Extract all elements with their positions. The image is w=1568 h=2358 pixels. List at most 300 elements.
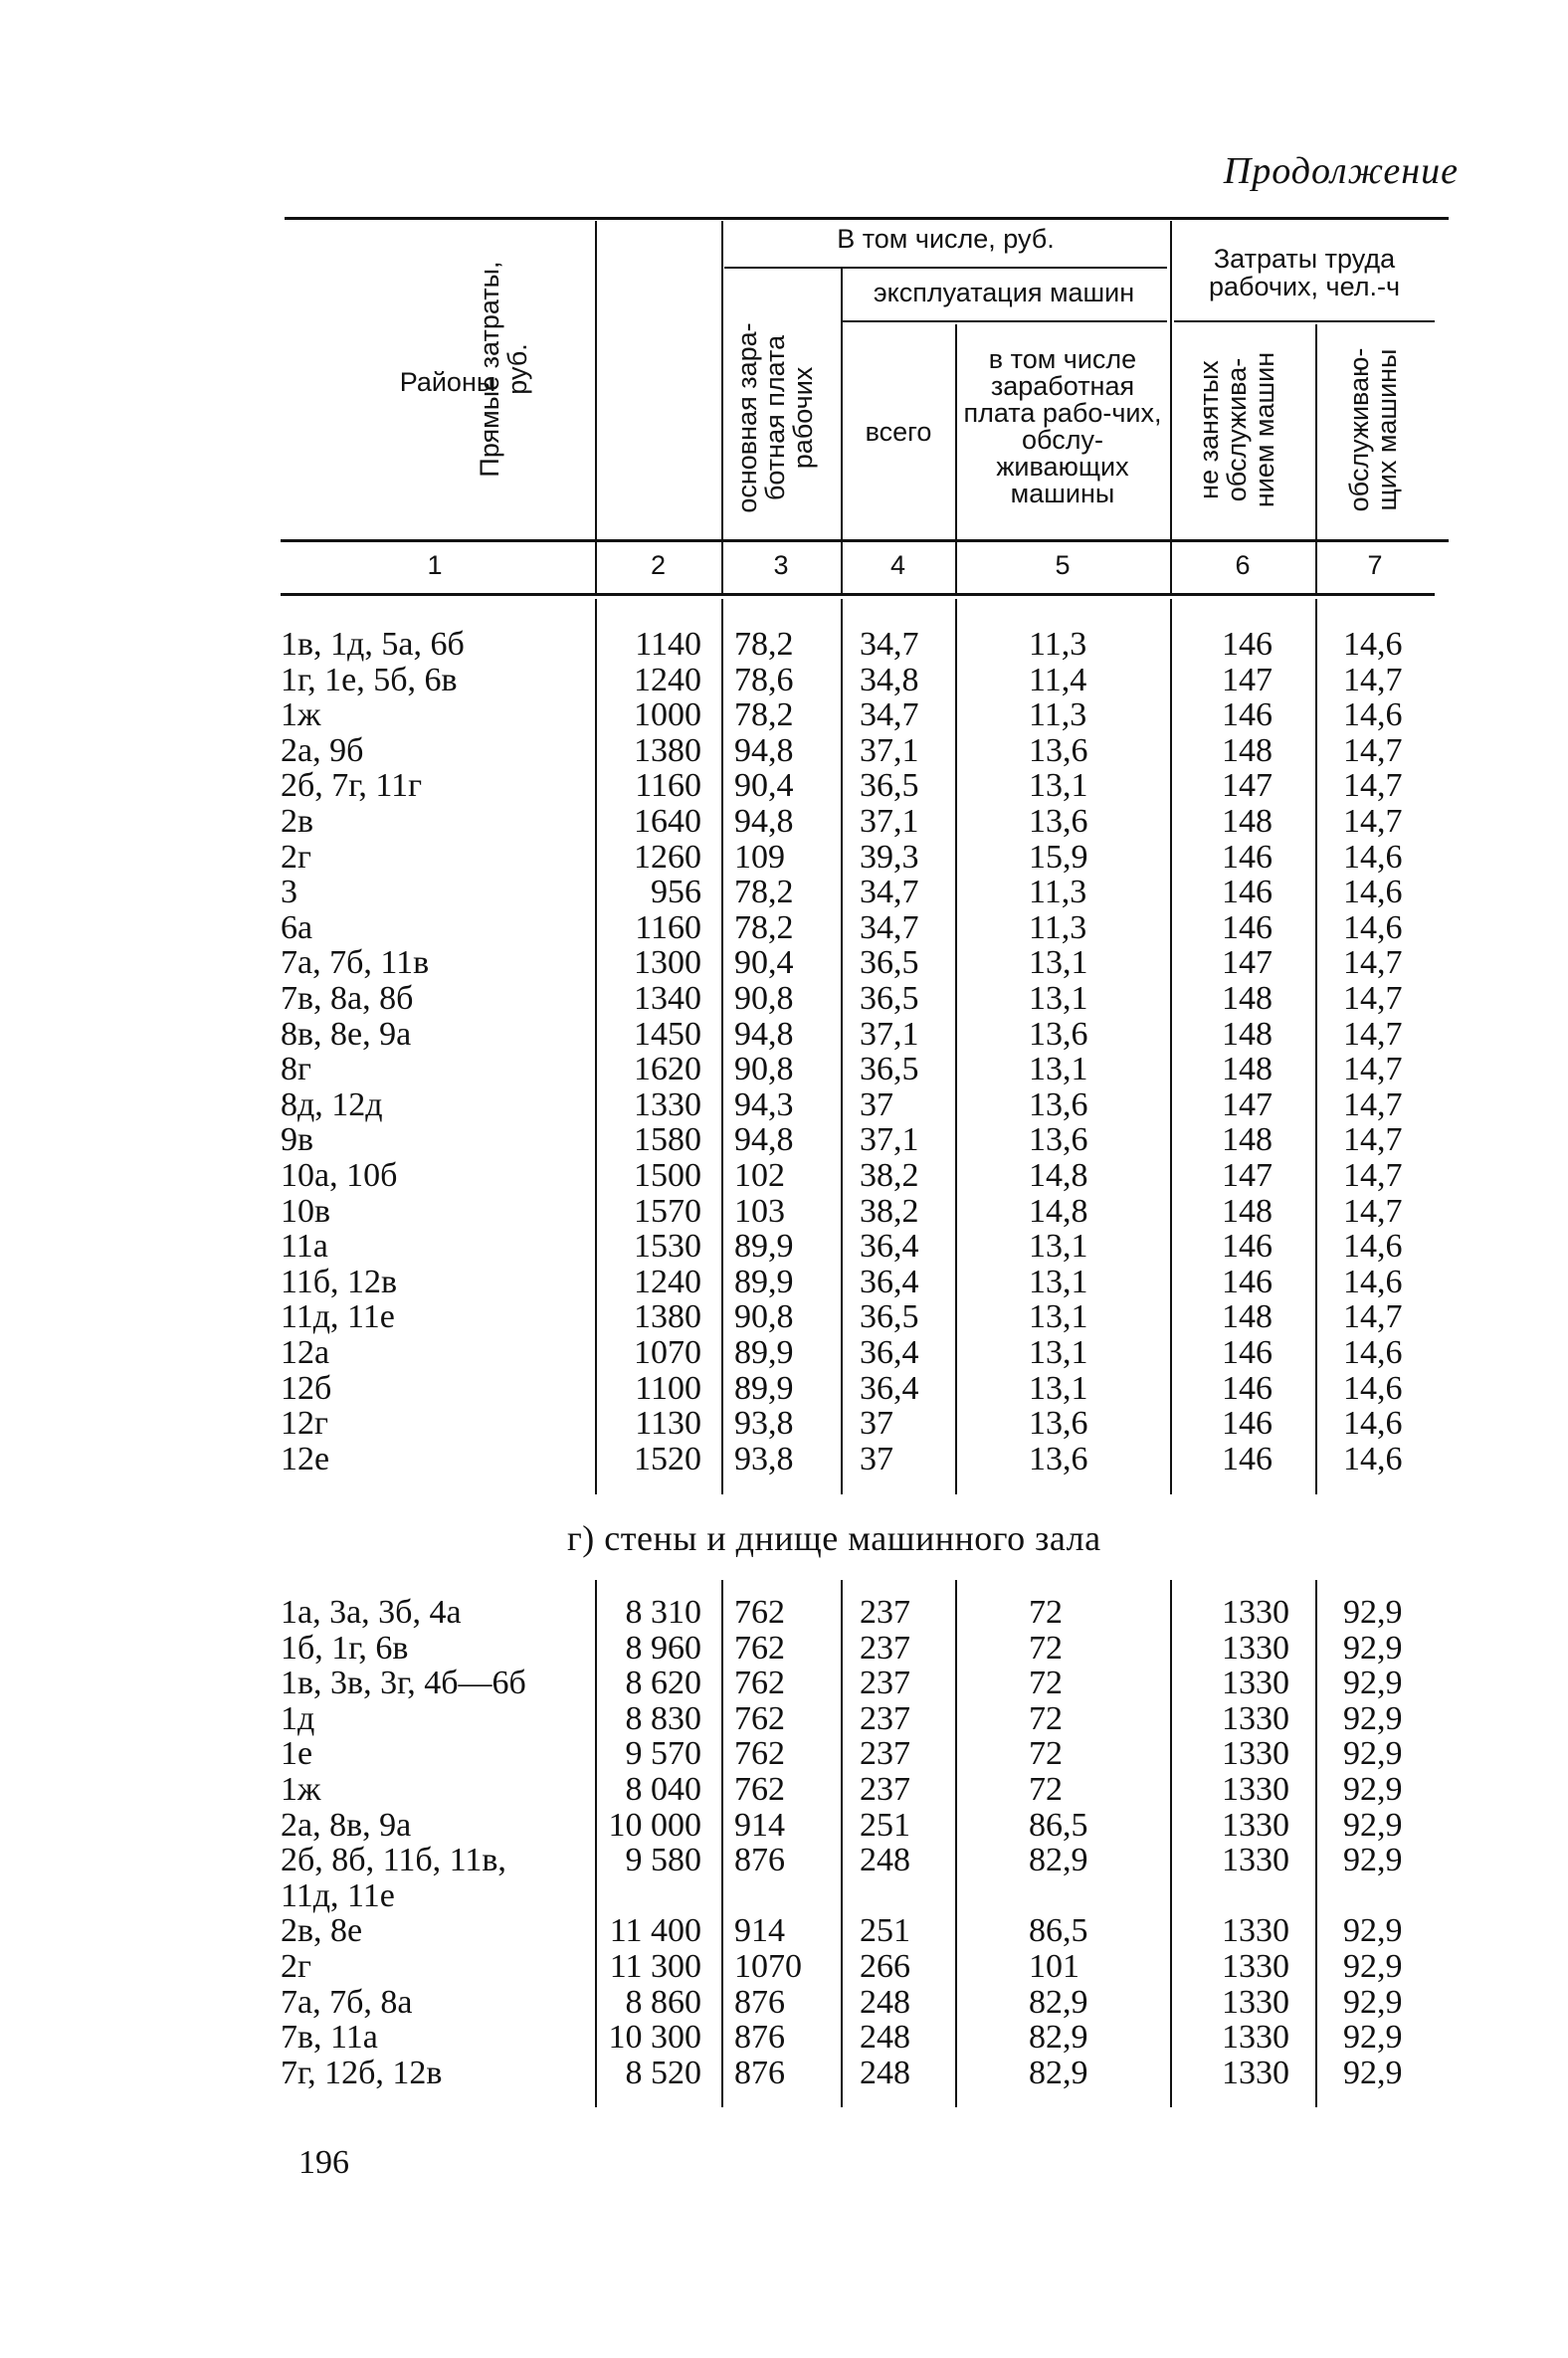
group-labor-rule	[1174, 320, 1435, 322]
table-cell-col1: 12б	[281, 1369, 332, 1407]
table-cell-col7: 14,6	[1343, 874, 1403, 911]
table-row	[0, 697, 1568, 733]
table-cell-col2: 1070	[634, 1334, 701, 1371]
table-cell-col3: 90,4	[734, 767, 794, 805]
table-row	[0, 840, 1568, 876]
table-cell-col2: 1640	[634, 803, 701, 840]
table-row	[0, 1595, 1568, 1631]
table-cell-col7: 14,6	[1343, 838, 1403, 876]
table-cell-col4: 36,5	[860, 944, 919, 982]
table-cell-col3: 762	[734, 1735, 785, 1773]
table-cell-col2: 1160	[635, 908, 701, 946]
table-cell-col2: 1620	[634, 1051, 701, 1088]
table-cell-col7: 14,6	[1343, 1228, 1403, 1266]
table-cell-col7: 14,7	[1343, 803, 1403, 840]
table-cell-col2: 8 310	[625, 1594, 701, 1631]
table-cell-col5: 11,3	[1029, 908, 1087, 946]
table-cell-col1: 3	[281, 874, 297, 911]
table-cell-col4: 237	[860, 1629, 910, 1667]
table-cell-col4: 36,5	[860, 980, 919, 1017]
table-cell-col6: 148	[1222, 980, 1273, 1017]
table-cell-col7: 92,9	[1343, 1594, 1403, 1631]
table-cell-col1: 2б, 8б, 11б, 11в,	[281, 1842, 506, 1879]
table-row	[0, 1299, 1568, 1335]
table-cell-col7: 14,7	[1343, 1015, 1403, 1053]
table-cell-col2: 10 000	[608, 1806, 701, 1844]
group-incl-rule	[724, 267, 1167, 269]
table-cell-col7: 14,6	[1343, 1405, 1403, 1443]
table-cell-col4: 237	[860, 1665, 910, 1702]
table-cell-col5: 82,9	[1029, 1983, 1088, 2021]
table-cell-col5: 11,3	[1029, 626, 1087, 663]
table-cell-col3: 89,9	[734, 1228, 794, 1266]
table-cell-col1: 1д	[281, 1699, 315, 1737]
table-cell-col1: 10в	[281, 1192, 331, 1230]
table-cell-col2: 11 400	[609, 1912, 701, 1950]
table-row	[0, 875, 1568, 910]
table-cell-col5: 13,1	[1029, 1369, 1088, 1407]
table-cell-col6: 148	[1222, 1015, 1273, 1053]
table-row	[0, 1949, 1568, 1985]
table-cell-col5: 13,1	[1029, 1334, 1088, 1371]
table-cell-col4: 237	[860, 1699, 910, 1737]
table-cell-col2: 1380	[634, 731, 701, 769]
table-cell-col7: 14,7	[1343, 1298, 1403, 1336]
table-cell-col7: 14,7	[1343, 944, 1403, 982]
table-row	[0, 1087, 1568, 1123]
table-cell-col5: 86,5	[1029, 1912, 1088, 1950]
table-cell-col1: 12г	[281, 1405, 328, 1443]
table-cell-col3: 78,2	[734, 626, 794, 663]
table-cell-col3: 102	[734, 1157, 785, 1194]
table-cell-col1: 11д, 11е	[281, 1876, 395, 1914]
table-cell-col1: 11д, 11е	[281, 1298, 395, 1336]
table-cell-col5: 15,9	[1029, 838, 1088, 876]
table-cell-col2: 1530	[634, 1228, 701, 1266]
table-cell-col6: 146	[1222, 908, 1273, 946]
table-cell-col3: 89,9	[734, 1369, 794, 1407]
table-cell-col4: 248	[860, 1842, 910, 1879]
table-cell-col1: 2а, 8в, 9а	[281, 1806, 412, 1844]
table-cell-col1: 2г	[281, 1948, 311, 1985]
table-cell-col5: 72	[1029, 1629, 1063, 1667]
table-cell-col7: 14,7	[1343, 731, 1403, 769]
table-cell-col1: 7а, 7б, 8а	[281, 1983, 413, 2021]
table-cell-col1: 12е	[281, 1440, 330, 1477]
continuation-label: Продолжение	[1223, 150, 1459, 192]
table-cell-col7: 92,9	[1343, 1699, 1403, 1737]
table-row	[0, 2020, 1568, 2056]
table-cell-col3: 762	[734, 1699, 785, 1737]
table-row	[0, 981, 1568, 1017]
table-cell-col4: 37	[860, 1085, 893, 1123]
table-cell-col7: 14,7	[1343, 767, 1403, 805]
table-cell-col6: 146	[1222, 1405, 1273, 1443]
table-cell-col6: 1330	[1222, 1629, 1289, 1667]
table-cell-col5: 14,8	[1029, 1157, 1088, 1194]
table-cell-col3: 93,8	[734, 1405, 794, 1443]
table-row	[0, 1701, 1568, 1737]
colnum-5: 5	[1055, 550, 1071, 580]
table-cell-col4: 34,7	[860, 626, 919, 663]
table-cell-col1: 7г, 12б, 12в	[281, 2054, 443, 2091]
table-cell-col6: 148	[1222, 1121, 1273, 1159]
table-row	[0, 1666, 1568, 1701]
table-cell-col4: 34,8	[860, 661, 919, 698]
table-cell-col6: 1330	[1222, 1948, 1289, 1985]
table-cell-col4: 39,3	[860, 838, 919, 876]
table-cell-col4: 237	[860, 1771, 910, 1808]
table-cell-col5: 13,6	[1029, 1121, 1088, 1159]
table-cell-col4: 37,1	[860, 1121, 919, 1159]
table-cell-col3: 90,4	[734, 944, 794, 982]
table-row	[0, 733, 1568, 769]
table-cell-col3: 94,8	[734, 731, 794, 769]
table-cell-col7: 92,9	[1343, 1912, 1403, 1950]
table-row	[0, 1772, 1568, 1808]
table-row	[0, 768, 1568, 804]
table-cell-col7: 92,9	[1343, 1983, 1403, 2021]
table-cell-col1: 12а	[281, 1334, 330, 1371]
table-row	[0, 627, 1568, 663]
table-cell-col1: 6а	[281, 908, 313, 946]
table-cell-col2: 1330	[634, 1085, 701, 1123]
table-cell-col5: 13,6	[1029, 1085, 1088, 1123]
table-cell-col1: 1е	[281, 1735, 313, 1773]
table-cell-col6: 148	[1222, 1298, 1273, 1336]
table-cell-col4: 248	[860, 2019, 910, 2057]
table-cell-col2: 11 300	[609, 1948, 701, 1985]
table-cell-col3: 914	[734, 1912, 785, 1950]
table-cell-col6: 146	[1222, 626, 1273, 663]
header-group-labor: Затраты труда рабочих, чел.-ч	[1208, 244, 1401, 301]
table-cell-col6: 146	[1222, 1263, 1273, 1300]
header-labor-operators: обслуживаю- щих машины	[1344, 347, 1402, 512]
table-cell-col5: 13,6	[1029, 731, 1088, 769]
table-cell-col5: 13,6	[1029, 1405, 1088, 1443]
table-cell-col4: 36,4	[860, 1369, 919, 1407]
table-cell-col3: 762	[734, 1594, 785, 1631]
table-cell-col3: 94,8	[734, 1121, 794, 1159]
table-cell-col1: 1г, 1е, 5б, 6в	[281, 661, 458, 698]
table-cell-col5: 13,1	[1029, 1051, 1088, 1088]
table-cell-col6: 1330	[1222, 1699, 1289, 1737]
table-cell-col3: 94,3	[734, 1085, 794, 1123]
table-cell-col2: 8 860	[625, 1983, 701, 2021]
table-cell-col2: 1340	[634, 980, 701, 1017]
table-cell-col6: 147	[1222, 767, 1273, 805]
table-cell-col3: 1070	[734, 1948, 802, 1985]
table-cell-col7: 92,9	[1343, 1842, 1403, 1879]
table-cell-col3: 876	[734, 2019, 785, 2057]
table-cell-col2: 1380	[634, 1298, 701, 1336]
table-row	[0, 1736, 1568, 1772]
table-cell-col2: 1580	[634, 1121, 701, 1159]
table-row	[0, 1843, 1568, 1878]
table-cell-col2: 1240	[634, 1263, 701, 1300]
table-cell-col1: 7в, 8а, 8б	[281, 980, 414, 1017]
table-row	[0, 1808, 1568, 1844]
table-cell-col5: 14,8	[1029, 1192, 1088, 1230]
table-cell-col3: 762	[734, 1665, 785, 1702]
table-cell-col1: 2в	[281, 803, 314, 840]
table-cell-col7: 92,9	[1343, 2054, 1403, 2091]
table-cell-col5: 13,1	[1029, 944, 1088, 982]
table-row	[0, 1265, 1568, 1300]
table-cell-col2: 8 620	[625, 1665, 701, 1702]
table-cell-col1: 8д, 12д	[281, 1085, 383, 1123]
table-row	[0, 910, 1568, 946]
header-wages-operators: в том числе заработная плата рабо-чих, обслу-живающих машины	[963, 344, 1162, 508]
table-cell-col5: 72	[1029, 1699, 1063, 1737]
table-cell-col3: 78,2	[734, 874, 794, 911]
table-cell-col1: 1в, 1д, 5а, 6б	[281, 626, 465, 663]
table-cell-col6: 146	[1222, 1334, 1273, 1371]
table-cell-col1: 2в, 8е	[281, 1912, 363, 1950]
table-cell-col3: 876	[734, 2054, 785, 2091]
table-cell-col4: 248	[860, 1983, 910, 2021]
table-cell-col3: 78,2	[734, 696, 794, 734]
colnum-2: 2	[650, 550, 667, 580]
table-cell-col6: 1330	[1222, 2019, 1289, 2057]
table-cell-col4: 38,2	[860, 1192, 919, 1230]
table-cell-col2: 1140	[635, 626, 701, 663]
table-cell-col1: 11а	[281, 1228, 328, 1266]
table-cell-col4: 37,1	[860, 803, 919, 840]
table-cell-col3: 94,8	[734, 1015, 794, 1053]
table-row	[0, 1229, 1568, 1265]
table-cell-col6: 146	[1222, 838, 1273, 876]
table-cell-col6: 1330	[1222, 2054, 1289, 2091]
table-cell-col2: 1520	[634, 1440, 701, 1477]
table-cell-col4: 36,4	[860, 1334, 919, 1371]
table-cell-col7: 92,9	[1343, 1806, 1403, 1844]
table-cell-col2: 8 040	[625, 1771, 701, 1808]
table-cell-col5: 13,6	[1029, 1440, 1088, 1477]
header-top-rule	[285, 217, 1449, 220]
table-cell-col3: 914	[734, 1806, 785, 1844]
table-cell-col2: 1100	[635, 1369, 701, 1407]
header-vline-3	[841, 269, 843, 595]
table-cell-col4: 37,1	[860, 731, 919, 769]
table-cell-col6: 148	[1222, 1192, 1273, 1230]
table-cell-col2: 1240	[634, 661, 701, 698]
table-cell-col2: 1260	[634, 838, 701, 876]
table-cell-col1: 7в, 11а	[281, 2019, 378, 2057]
colnum-6: 6	[1235, 550, 1251, 580]
table-cell-col2: 956	[651, 874, 701, 911]
table-cell-col3: 90,8	[734, 1051, 794, 1088]
table-cell-col1: 1б, 1г, 6в	[281, 1629, 409, 1667]
table-cell-col7: 14,7	[1343, 1192, 1403, 1230]
table-cell-col1: 8в, 8е, 9а	[281, 1015, 412, 1053]
table-cell-col4: 36,5	[860, 767, 919, 805]
table-cell-col1: 1ж	[281, 696, 321, 734]
page-number: 196	[298, 2144, 349, 2181]
table-row	[0, 1335, 1568, 1371]
table-cell-col6: 146	[1222, 696, 1273, 734]
table-cell-col1: 9в	[281, 1121, 314, 1159]
numbers-bottom-rule	[281, 593, 1435, 596]
table-cell-col4: 37,1	[860, 1015, 919, 1053]
header-bottom-rule	[281, 539, 1449, 542]
table-cell-col7: 14,6	[1343, 626, 1403, 663]
table-cell-col6: 1330	[1222, 1771, 1289, 1808]
table-cell-col3: 89,9	[734, 1334, 794, 1371]
table-cell-col5: 82,9	[1029, 2019, 1088, 2057]
table-cell-col3: 90,8	[734, 1298, 794, 1336]
table-cell-col2: 1000	[634, 696, 701, 734]
table-cell-col6: 1330	[1222, 1806, 1289, 1844]
table-cell-col6: 146	[1222, 1369, 1273, 1407]
table-cell-col7: 14,7	[1343, 661, 1403, 698]
table-cell-col2: 8 520	[625, 2054, 701, 2091]
colnum-3: 3	[773, 550, 789, 580]
table-cell-col4: 251	[860, 1912, 910, 1950]
table-cell-col6: 148	[1222, 1051, 1273, 1088]
header-labor-not-operators: не занятых обслужива- нием машин	[1194, 351, 1279, 508]
table-cell-col5: 82,9	[1029, 2054, 1088, 2091]
table-cell-col3: 78,2	[734, 908, 794, 946]
header-total: всего	[865, 417, 932, 447]
table-cell-col5: 101	[1029, 1948, 1079, 1985]
table-row	[0, 1017, 1568, 1053]
table-cell-col6: 148	[1222, 803, 1273, 840]
table-cell-col3: 762	[734, 1629, 785, 1667]
table-cell-col5: 72	[1029, 1771, 1063, 1808]
table-cell-col4: 251	[860, 1806, 910, 1844]
table-cell-col1: 1в, 3в, 3г, 4б—6б	[281, 1665, 526, 1702]
table-row	[0, 2056, 1568, 2091]
table-cell-col4: 266	[860, 1948, 910, 1985]
table-cell-col2: 1450	[634, 1015, 701, 1053]
table-cell-col3: 109	[734, 838, 785, 876]
table-cell-col5: 11,3	[1029, 874, 1087, 911]
table-cell-col5: 72	[1029, 1665, 1063, 1702]
table-cell-col7: 92,9	[1343, 1735, 1403, 1773]
table-row	[0, 663, 1568, 698]
table-cell-col6: 1330	[1222, 1735, 1289, 1773]
table-cell-col5: 72	[1029, 1735, 1063, 1773]
table-cell-col4: 36,5	[860, 1298, 919, 1336]
table-cell-col2: 1130	[635, 1405, 701, 1443]
table-row	[0, 1194, 1568, 1230]
table-cell-col5: 13,1	[1029, 1263, 1088, 1300]
table-cell-col7: 14,6	[1343, 1263, 1403, 1300]
table-cell-col6: 147	[1222, 1085, 1273, 1123]
table-cell-col4: 34,7	[860, 908, 919, 946]
table-cell-col3: 89,9	[734, 1263, 794, 1300]
table-row	[0, 1371, 1568, 1407]
header-group-exploit: эксплуатация машин	[873, 278, 1135, 307]
table-cell-col1: 7а, 7б, 11в	[281, 944, 430, 982]
table-cell-col6: 147	[1222, 944, 1273, 982]
table-cell-col5: 13,1	[1029, 767, 1088, 805]
table-row	[0, 1985, 1568, 2021]
table-row	[0, 1052, 1568, 1087]
table-cell-col7: 14,6	[1343, 696, 1403, 734]
table-cell-col6: 147	[1222, 661, 1273, 698]
table-cell-col5: 13,1	[1029, 1298, 1088, 1336]
table-cell-col4: 37	[860, 1405, 893, 1443]
table-row	[0, 1631, 1568, 1667]
table-cell-col1: 2а, 9б	[281, 731, 364, 769]
group-exploit-rule	[841, 320, 1167, 322]
table-cell-col7: 92,9	[1343, 1629, 1403, 1667]
table-row	[0, 1442, 1568, 1477]
table-row	[0, 1913, 1568, 1949]
table-cell-col2: 1570	[634, 1192, 701, 1230]
colnum-4: 4	[889, 550, 906, 580]
table-cell-col3: 103	[734, 1192, 785, 1230]
header-districts: Районы	[399, 367, 496, 397]
table-cell-col6: 148	[1222, 731, 1273, 769]
table-cell-col5: 82,9	[1029, 1842, 1088, 1879]
header-vline-5	[1170, 221, 1172, 595]
table-cell-col6: 146	[1222, 1440, 1273, 1477]
table-cell-col4: 37	[860, 1440, 893, 1477]
table-row	[0, 804, 1568, 840]
table-cell-col6: 1330	[1222, 1842, 1289, 1879]
table-cell-col3: 94,8	[734, 803, 794, 840]
table-cell-col3: 90,8	[734, 980, 794, 1017]
table-cell-col7: 14,7	[1343, 1157, 1403, 1194]
table-cell-col3: 876	[734, 1983, 785, 2021]
table-cell-col4: 36,5	[860, 1051, 919, 1088]
table-cell-col1: 1а, 3а, 3б, 4а	[281, 1594, 462, 1631]
table-cell-col1: 8г	[281, 1051, 311, 1088]
table-cell-col2: 1500	[634, 1157, 701, 1194]
table-cell-col2: 8 960	[625, 1629, 701, 1667]
table-cell-col7: 14,7	[1343, 1051, 1403, 1088]
section-title: г) стены и днище машинного зала	[567, 1518, 1101, 1558]
table-cell-col4: 38,2	[860, 1157, 919, 1194]
table-row	[0, 1158, 1568, 1194]
table-cell-col1: 11б, 12в	[281, 1263, 398, 1300]
table-cell-col4: 34,7	[860, 696, 919, 734]
table-cell-col4: 237	[860, 1594, 910, 1631]
table-row	[0, 1406, 1568, 1442]
table-cell-col7: 14,6	[1343, 908, 1403, 946]
table-cell-col7: 14,7	[1343, 1085, 1403, 1123]
table-row	[0, 1122, 1568, 1158]
table-cell-col2: 9 570	[625, 1735, 701, 1773]
table-cell-col7: 92,9	[1343, 2019, 1403, 2057]
table-cell-col7: 14,6	[1343, 1440, 1403, 1477]
table-cell-col6: 1330	[1222, 1912, 1289, 1950]
header-base-wages: основная зара- ботная плата рабочих	[732, 322, 818, 513]
table-cell-col3: 93,8	[734, 1440, 794, 1477]
table-cell-col1: 1ж	[281, 1771, 321, 1808]
table-cell-col2: 10 300	[608, 2019, 701, 2057]
table-cell-col3: 78,6	[734, 661, 794, 698]
table-cell-col7: 14,7	[1343, 980, 1403, 1017]
table-cell-col5: 13,1	[1029, 1228, 1088, 1266]
colnum-1: 1	[427, 550, 443, 580]
table-cell-col6: 1330	[1222, 1983, 1289, 2021]
table-cell-col2: 1300	[634, 944, 701, 982]
table-cell-col4: 36,4	[860, 1263, 919, 1300]
table-cell-col5: 72	[1029, 1594, 1063, 1631]
header-direct-costs: Прямые затраты, руб.	[475, 261, 532, 478]
table-cell-col6: 147	[1222, 1157, 1273, 1194]
table-cell-col5: 11,3	[1029, 696, 1087, 734]
table-cell-col6: 1330	[1222, 1665, 1289, 1702]
table-cell-col5: 11,4	[1029, 661, 1087, 698]
table-cell-col7: 14,6	[1343, 1369, 1403, 1407]
table-cell-col2: 9 580	[625, 1842, 701, 1879]
header-group-incl: В том числе, руб.	[837, 224, 1055, 254]
